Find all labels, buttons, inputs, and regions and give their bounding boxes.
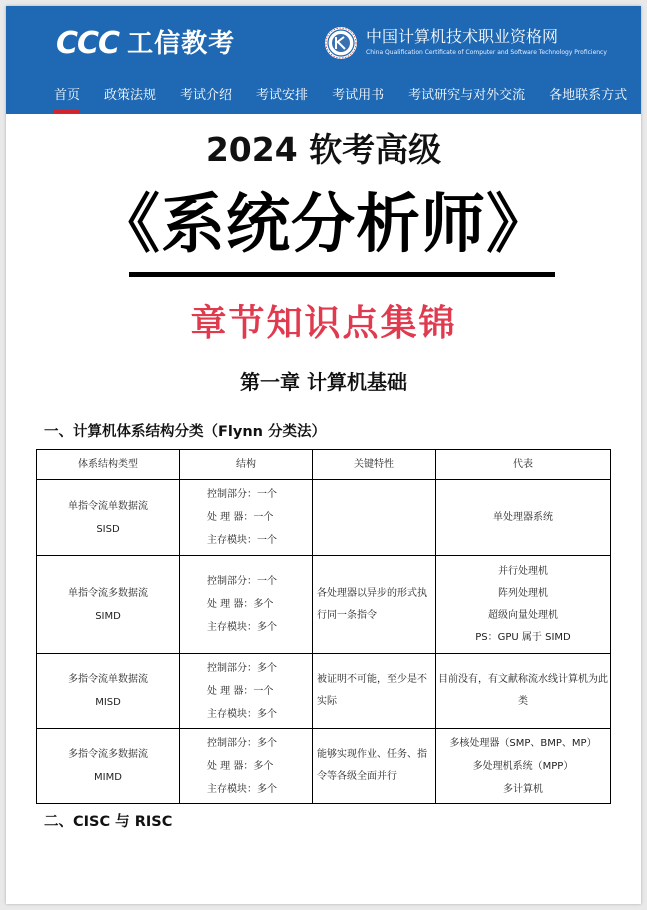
year-title: 2024 软考高级 <box>205 130 442 169</box>
structure-line: 控制部分：多个 <box>207 737 277 749</box>
type-abbr: SIMD <box>95 610 121 622</box>
representative-cell <box>436 556 611 654</box>
type-abbr: MIMD <box>94 772 122 783</box>
structure-line: 处 理 器：一个 <box>207 685 274 697</box>
structure-line: 控制部分：多个 <box>207 662 277 674</box>
feature-cell <box>313 480 436 556</box>
logo-mark: CCC <box>56 26 120 61</box>
feature-text: 能够实现作业、任务、指令等各级全面并行 <box>317 749 427 782</box>
org-name-en: China Qualification Certificate of Computer and Software Technology Proficiency <box>366 49 607 56</box>
representative-cell <box>436 480 611 556</box>
type-name: 多指令流多数据流 <box>68 749 148 760</box>
table-row-mimd <box>37 729 611 804</box>
representative-cell <box>436 654 611 729</box>
column-header: 代表 <box>436 450 611 480</box>
nav-item-policy[interactable]: 政策法规 <box>104 88 157 103</box>
representative-line: 多计算机 <box>503 783 543 795</box>
type-cell <box>37 556 180 654</box>
representative-line: 超级向量处理机 <box>488 609 558 621</box>
structure-cell <box>180 556 313 654</box>
feature-cell <box>313 729 436 804</box>
sub-title: 章节知识点集锦 <box>190 303 457 344</box>
section-heading-flynn: 一、计算机体系结构分类（Flynn 分类法） <box>44 424 327 440</box>
type-name: 单指令流多数据流 <box>68 587 148 599</box>
header-banner <box>6 6 641 114</box>
logo-text: 工信教考 <box>127 29 236 59</box>
section-heading-cisc-risc: 二、CISC 与 RISC <box>44 814 173 830</box>
main-nav <box>54 86 641 114</box>
type-name: 多指令流单数据流 <box>68 674 148 685</box>
structure-cell <box>180 654 313 729</box>
flynn-table <box>36 449 611 804</box>
structure-line: 处 理 器：多个 <box>207 760 274 772</box>
main-title: 《系统分析师》 <box>96 188 551 262</box>
representative-line: 多核处理器（SMP、BMP、MP） <box>449 737 597 749</box>
type-name: 单指令流单数据流 <box>68 500 148 512</box>
structure-line: 控制部分：一个 <box>207 576 277 587</box>
feature-text: 被证明不可能，至少是不实际 <box>317 674 427 707</box>
type-cell <box>37 654 180 729</box>
type-cell <box>37 729 180 804</box>
column-header: 关键特性 <box>313 450 436 480</box>
nav-item-exam-schedule[interactable]: 考试安排 <box>256 88 309 103</box>
nav-item-exam-books[interactable]: 考试用书 <box>332 88 385 103</box>
structure-line: 主存模块：一个 <box>207 535 277 546</box>
nav-item-contacts[interactable]: 各地联系方式 <box>549 88 628 103</box>
type-abbr: SISD <box>96 523 120 535</box>
org-name: 中国计算机技术职业资格网 <box>366 27 559 46</box>
structure-line: 主存模块：多个 <box>207 708 277 720</box>
representative-line: PS：GPU 属于 SIMD <box>475 631 571 643</box>
org-brand[interactable] <box>324 24 624 64</box>
table-row-sisd <box>37 480 611 556</box>
representative-line: 并行处理机 <box>498 565 548 577</box>
nav-item-exam-intro[interactable]: 考试介绍 <box>180 88 233 103</box>
chapter-title: 第一章 计算机基础 <box>240 370 407 394</box>
structure-cell <box>180 729 313 804</box>
representative-line: 阵列处理机 <box>498 587 548 599</box>
column-header: 结构 <box>180 450 313 480</box>
structure-line: 主存模块：多个 <box>207 783 277 795</box>
structure-line: 处 理 器：一个 <box>207 512 274 523</box>
document-page <box>6 6 641 904</box>
representative-line: 单处理器系统 <box>493 512 553 523</box>
nav-item-home[interactable]: 首页 <box>54 86 80 114</box>
table-header-row <box>37 450 611 480</box>
column-header: 体系结构类型 <box>37 450 180 480</box>
structure-line: 处 理 器：多个 <box>207 599 274 610</box>
structure-line: 控制部分：一个 <box>207 489 277 500</box>
representative-cell <box>436 729 611 804</box>
table-row-misd <box>37 654 611 729</box>
table-row-simd <box>37 556 611 654</box>
feature-text: 各处理器以异步的形式执行同一条指令 <box>317 587 427 621</box>
structure-line: 主存模块：多个 <box>207 622 277 633</box>
structure-cell <box>180 480 313 556</box>
feature-cell <box>313 654 436 729</box>
representative-line: 多处理机系统（MPP） <box>472 760 574 772</box>
type-abbr: MISD <box>95 697 121 708</box>
title-underline <box>129 272 555 277</box>
seal-icon <box>324 26 358 60</box>
feature-cell <box>313 556 436 654</box>
site-logo[interactable] <box>56 24 235 64</box>
representative-line: 目前没有，有文献称流水线计算机为此类 <box>438 674 608 707</box>
type-cell <box>37 480 180 556</box>
nav-item-research[interactable]: 考试研究与对外交流 <box>408 88 526 103</box>
